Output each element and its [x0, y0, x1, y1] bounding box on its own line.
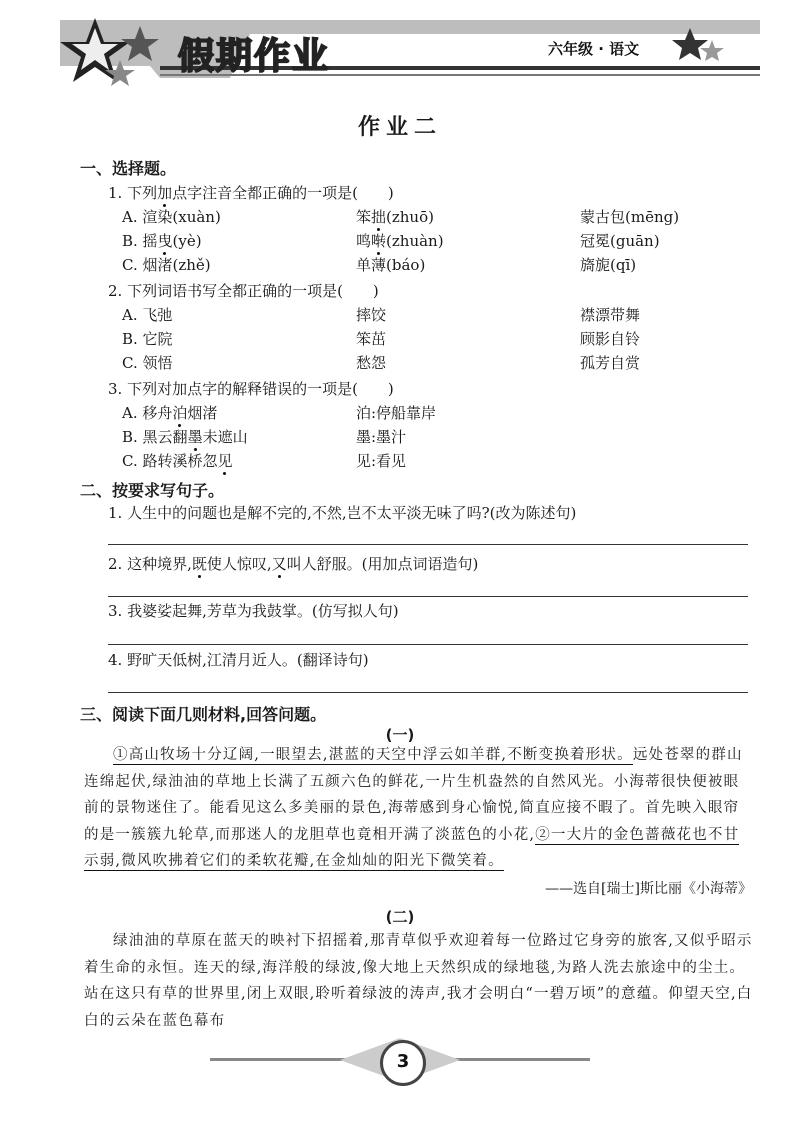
- writing-prompt: 1. 人生中的问题也是解不完的,不然,岂不太平淡无味了吗?(改为陈述句): [108, 504, 577, 522]
- passage-label: (一): [385, 726, 415, 744]
- underlined-sentence-1: ①高山牧场十分辽阔,一眼望去,湛蓝的天空中浮云如羊群,不断变换着形状。: [113, 747, 633, 763]
- question-stem: 3. 下列对加点字的解释错误的一项是( ): [108, 380, 394, 398]
- option: A. 飞弛: [122, 306, 173, 324]
- option: 摔饺: [356, 306, 387, 324]
- option: 鸣啭(zhuàn): [356, 232, 444, 250]
- page-header: [0, 0, 800, 100]
- answer-line[interactable]: [108, 644, 748, 645]
- question-stem: 2. 下列词语书写全都正确的一项是( ): [108, 282, 379, 300]
- option: 见:看见: [356, 452, 407, 470]
- passage-label: (二): [385, 908, 415, 926]
- option: 旖旎(qī): [580, 256, 637, 274]
- option: B. 摇曳(yè): [122, 232, 202, 250]
- option: B. 黑云翻墨未遮山: [122, 428, 248, 446]
- writing-prompt: 3. 我婆娑起舞,芳草为我鼓掌。(仿写拟人句): [108, 602, 399, 620]
- option: C. 路转溪桥忽见: [122, 452, 233, 470]
- option: A. 渲染(xuàn): [122, 208, 221, 226]
- section-heading: 一、选择题。: [80, 159, 177, 178]
- answer-line[interactable]: [108, 596, 748, 597]
- page-number: 3: [380, 1040, 426, 1086]
- option: 襟漂带舞: [580, 306, 641, 324]
- option: A. 移舟泊烟渚: [122, 404, 218, 422]
- option: 顾影自铃: [580, 330, 641, 348]
- passage-text: 绿油油的草原在蓝天的映衬下招摇着,那青草似乎欢迎着每一位路过它身旁的旅客,又似乎昭示着生命的永恒。连天的绿,海洋般的绿波,像大地上天然织成的绿地毯,为路人洗去旅途中的尘土。站在这只有草的世界里,闭上双眼,聆听着绿波的涛声,我才会明白“一碧万顷”的意蕴。仰望天空,白白的云朵在蓝色幕布: [84, 933, 753, 1029]
- grade-subject: 六年级 · 语文: [548, 40, 640, 58]
- writing-prompt: 2. 这种境界,既使人惊叹,又叫人舒服。(用加点词语造句): [108, 555, 479, 573]
- writing-prompt: 4. 野旷天低树,江清月近人。(翻译诗句): [108, 651, 369, 669]
- passage-one: [84, 742, 754, 875]
- option: 蒙古包(mēng): [580, 208, 680, 226]
- passage-source: ——选自[瑞士]斯比丽《小海蒂》: [545, 881, 752, 897]
- option: 泊:停船靠岸: [356, 404, 437, 422]
- option: C. 领悟: [122, 354, 173, 372]
- brand-title: 假期作业: [178, 36, 331, 77]
- option: 笨茁: [356, 330, 387, 348]
- section-heading: 二、按要求写句子。: [80, 481, 225, 500]
- option: C. 烟渚(zhě): [122, 256, 211, 274]
- option: 愁怨: [356, 354, 387, 372]
- option: 孤芳自赏: [580, 354, 641, 372]
- question-stem: 1. 下列加点字注音全都正确的一项是( ): [108, 184, 394, 202]
- answer-line[interactable]: [108, 692, 748, 693]
- header-decoration: [0, 0, 800, 100]
- option: 冠冕(guān): [580, 232, 660, 250]
- section-heading: 三、阅读下面几则材料,回答问题。: [80, 705, 327, 724]
- option: 笨拙(zhuō): [356, 208, 434, 226]
- passage-two: [84, 928, 754, 1034]
- option: 墨:墨汁: [356, 428, 407, 446]
- option: 单薄(báo): [356, 256, 426, 274]
- page-title: 作业二: [357, 115, 442, 140]
- passage-text: 远处苍翠的群山连绵起伏,绿油油的草地上长满了五颜六色的鲜花,一片生机盎然的自然风光。小海蒂很快便被眼前的景物迷住了。能看见这么多美丽的景色,海蒂感到身心愉悦,简直应接不暇了。首先映入眼帘的是一簇簇九轮草,而那迷人的龙胆草也竟相开满了淡蓝色的小花,: [84, 747, 743, 843]
- option: B. 它院: [122, 330, 173, 348]
- answer-line[interactable]: [108, 544, 748, 545]
- underlined-sentence-2: ②一大片的金色蔷薇花也不甘示弱,微风吹拂着它们的柔软花瓣,在金灿灿的阳光下微笑着。: [84, 826, 740, 869]
